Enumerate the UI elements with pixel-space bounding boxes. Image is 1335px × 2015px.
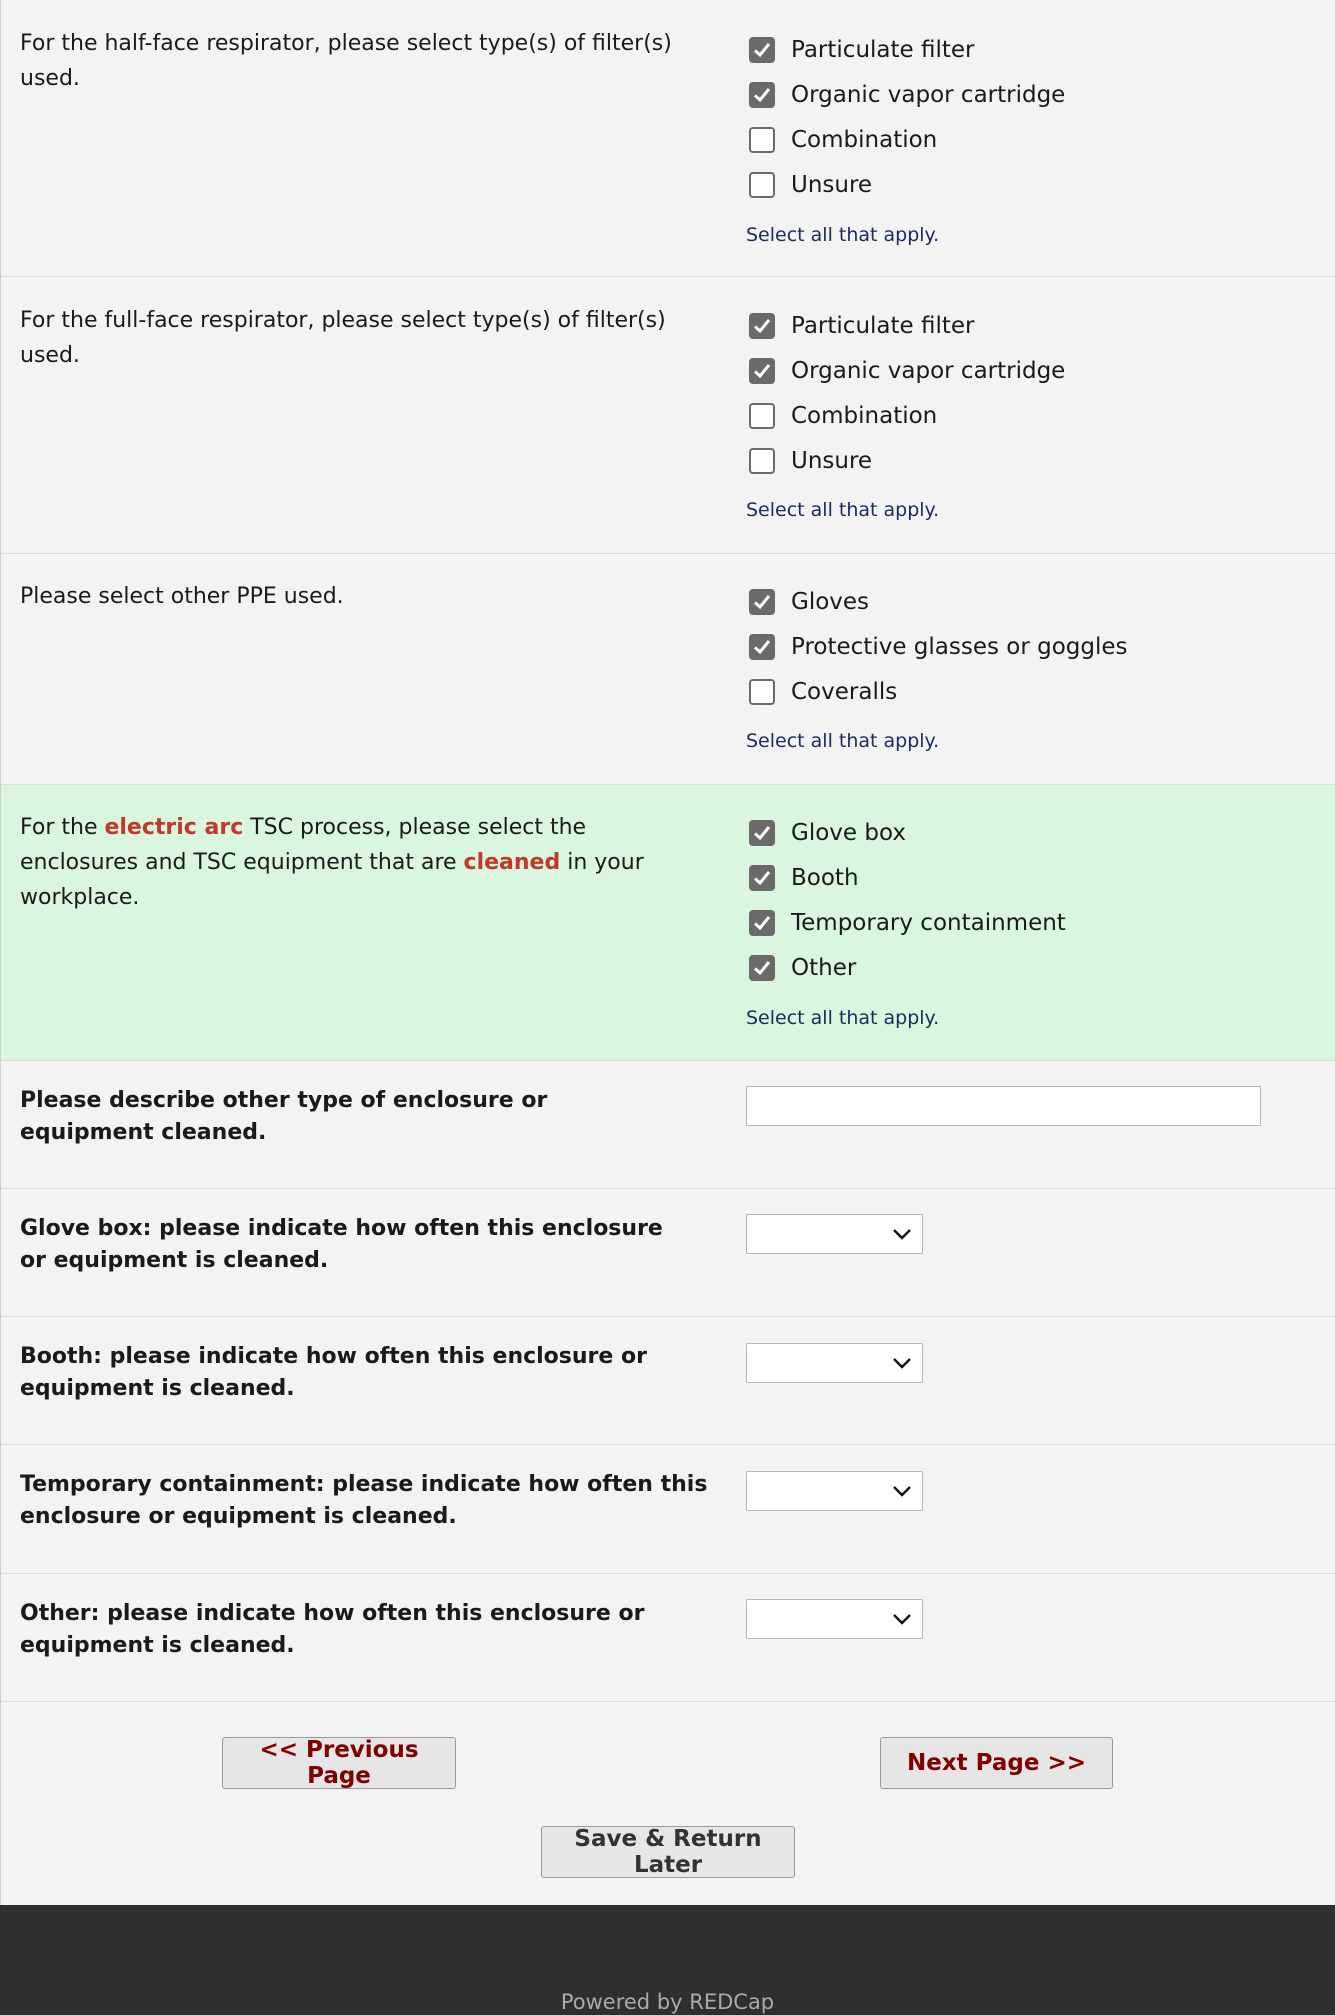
checkbox-checked[interactable] bbox=[749, 82, 775, 108]
checkbox-checked[interactable] bbox=[749, 358, 775, 384]
option-particulate-filter[interactable] bbox=[749, 33, 974, 67]
select-all-note: Select all that apply. bbox=[746, 224, 940, 246]
option-unsure[interactable] bbox=[749, 444, 872, 478]
question-temporary-containment-frequency bbox=[1, 1445, 1335, 1574]
option-label: Combination bbox=[791, 403, 938, 429]
option-combination[interactable] bbox=[749, 399, 937, 433]
label-part: in your workplace. bbox=[20, 850, 644, 910]
option-label: Combination bbox=[791, 127, 938, 153]
question-label: Glove box: please indicate how often this enclosure or equipment is cleaned. bbox=[20, 1216, 663, 1273]
describe-other-input[interactable] bbox=[746, 1086, 1261, 1126]
option-label: Other bbox=[791, 955, 857, 981]
checkbox-unchecked[interactable] bbox=[749, 679, 775, 705]
option-particulate-filter[interactable] bbox=[749, 309, 974, 343]
checkbox-unchecked[interactable] bbox=[749, 403, 775, 429]
question-label: Please select other PPE used. bbox=[20, 584, 344, 609]
question-label: Please describe other type of enclosure or equipment cleaned. bbox=[20, 1088, 548, 1145]
question-glove-box-frequency bbox=[1, 1189, 1335, 1317]
checkbox-checked[interactable] bbox=[749, 820, 775, 846]
option-protective-glasses[interactable] bbox=[749, 630, 1128, 664]
checkbox-unchecked[interactable] bbox=[749, 127, 775, 153]
option-label: Organic vapor cartridge bbox=[791, 358, 1066, 384]
question-label: For the half-face respirator, please select type(s) of filter(s) used. bbox=[20, 31, 672, 91]
option-organic-vapor-cartridge[interactable] bbox=[749, 78, 1065, 112]
label-part: TSC process, please select the enclosures and TSC equipment that are bbox=[20, 815, 587, 875]
option-label: Gloves bbox=[791, 589, 870, 615]
checkbox-unchecked[interactable] bbox=[749, 448, 775, 474]
option-unsure[interactable] bbox=[749, 168, 872, 202]
previous-page-button[interactable]: << Previous Page bbox=[222, 1737, 456, 1789]
select-all-note: Select all that apply. bbox=[746, 730, 940, 752]
emphasis-electric-arc: electric arc bbox=[104, 815, 244, 840]
emphasis-cleaned: cleaned bbox=[463, 850, 561, 875]
select-all-note: Select all that apply. bbox=[746, 1007, 940, 1029]
glove-box-frequency-select[interactable] bbox=[746, 1214, 923, 1254]
question-label: For the full-face respirator, please select type(s) of filter(s) used. bbox=[20, 308, 666, 368]
option-booth[interactable] bbox=[749, 861, 859, 895]
checkbox-checked[interactable] bbox=[749, 37, 775, 63]
option-label: Particulate filter bbox=[791, 313, 975, 339]
option-label: Unsure bbox=[791, 448, 873, 474]
powered-by-footer: Powered by REDCap bbox=[560, 1990, 775, 2014]
save-return-later-button[interactable]: Save & Return Later bbox=[541, 1826, 795, 1878]
option-label: Organic vapor cartridge bbox=[791, 82, 1066, 108]
question-enclosures-cleaned bbox=[1, 785, 1335, 1061]
option-gloves[interactable] bbox=[749, 585, 869, 619]
option-label: Protective glasses or goggles bbox=[791, 634, 1128, 660]
question-label: Other: please indicate how often this enclosure or equipment is cleaned. bbox=[20, 1601, 645, 1658]
question-other-ppe bbox=[1, 554, 1335, 785]
label-part: For the bbox=[20, 815, 105, 840]
chevron-down-icon bbox=[892, 1356, 912, 1370]
question-label bbox=[20, 810, 700, 915]
option-label: Glove box bbox=[791, 820, 906, 846]
select-all-note: Select all that apply. bbox=[746, 499, 940, 521]
question-describe-other bbox=[1, 1061, 1335, 1189]
other-frequency-select[interactable] bbox=[746, 1599, 923, 1639]
question-full-face-filters bbox=[1, 277, 1335, 554]
option-glove-box[interactable] bbox=[749, 816, 906, 850]
option-label: Unsure bbox=[791, 172, 873, 198]
chevron-down-icon bbox=[892, 1484, 912, 1498]
question-other-frequency bbox=[1, 1574, 1335, 1702]
checkbox-checked[interactable] bbox=[749, 865, 775, 891]
next-page-button[interactable]: Next Page >> bbox=[880, 1737, 1113, 1789]
question-booth-frequency bbox=[1, 1317, 1335, 1445]
question-label: Booth: please indicate how often this enclosure or equipment is cleaned. bbox=[20, 1344, 647, 1401]
option-organic-vapor-cartridge[interactable] bbox=[749, 354, 1065, 388]
chevron-down-icon bbox=[892, 1227, 912, 1241]
question-label: Temporary containment: please indicate how often this enclosure or equipment is cleaned. bbox=[20, 1472, 708, 1529]
booth-frequency-select[interactable] bbox=[746, 1343, 923, 1383]
question-half-face-filters bbox=[1, 0, 1335, 277]
option-label: Booth bbox=[791, 865, 859, 891]
checkbox-checked[interactable] bbox=[749, 634, 775, 660]
option-combination[interactable] bbox=[749, 123, 937, 157]
checkbox-checked[interactable] bbox=[749, 313, 775, 339]
checkbox-unchecked[interactable] bbox=[749, 172, 775, 198]
option-temporary-containment[interactable] bbox=[749, 906, 1066, 940]
checkbox-checked[interactable] bbox=[749, 955, 775, 981]
checkbox-checked[interactable] bbox=[749, 589, 775, 615]
option-label: Coveralls bbox=[791, 679, 898, 705]
option-coveralls[interactable] bbox=[749, 675, 897, 709]
option-label: Particulate filter bbox=[791, 37, 975, 63]
option-other[interactable] bbox=[749, 951, 856, 985]
temporary-containment-frequency-select[interactable] bbox=[746, 1471, 923, 1511]
checkbox-checked[interactable] bbox=[749, 910, 775, 936]
option-label: Temporary containment bbox=[791, 910, 1066, 936]
chevron-down-icon bbox=[892, 1612, 912, 1626]
